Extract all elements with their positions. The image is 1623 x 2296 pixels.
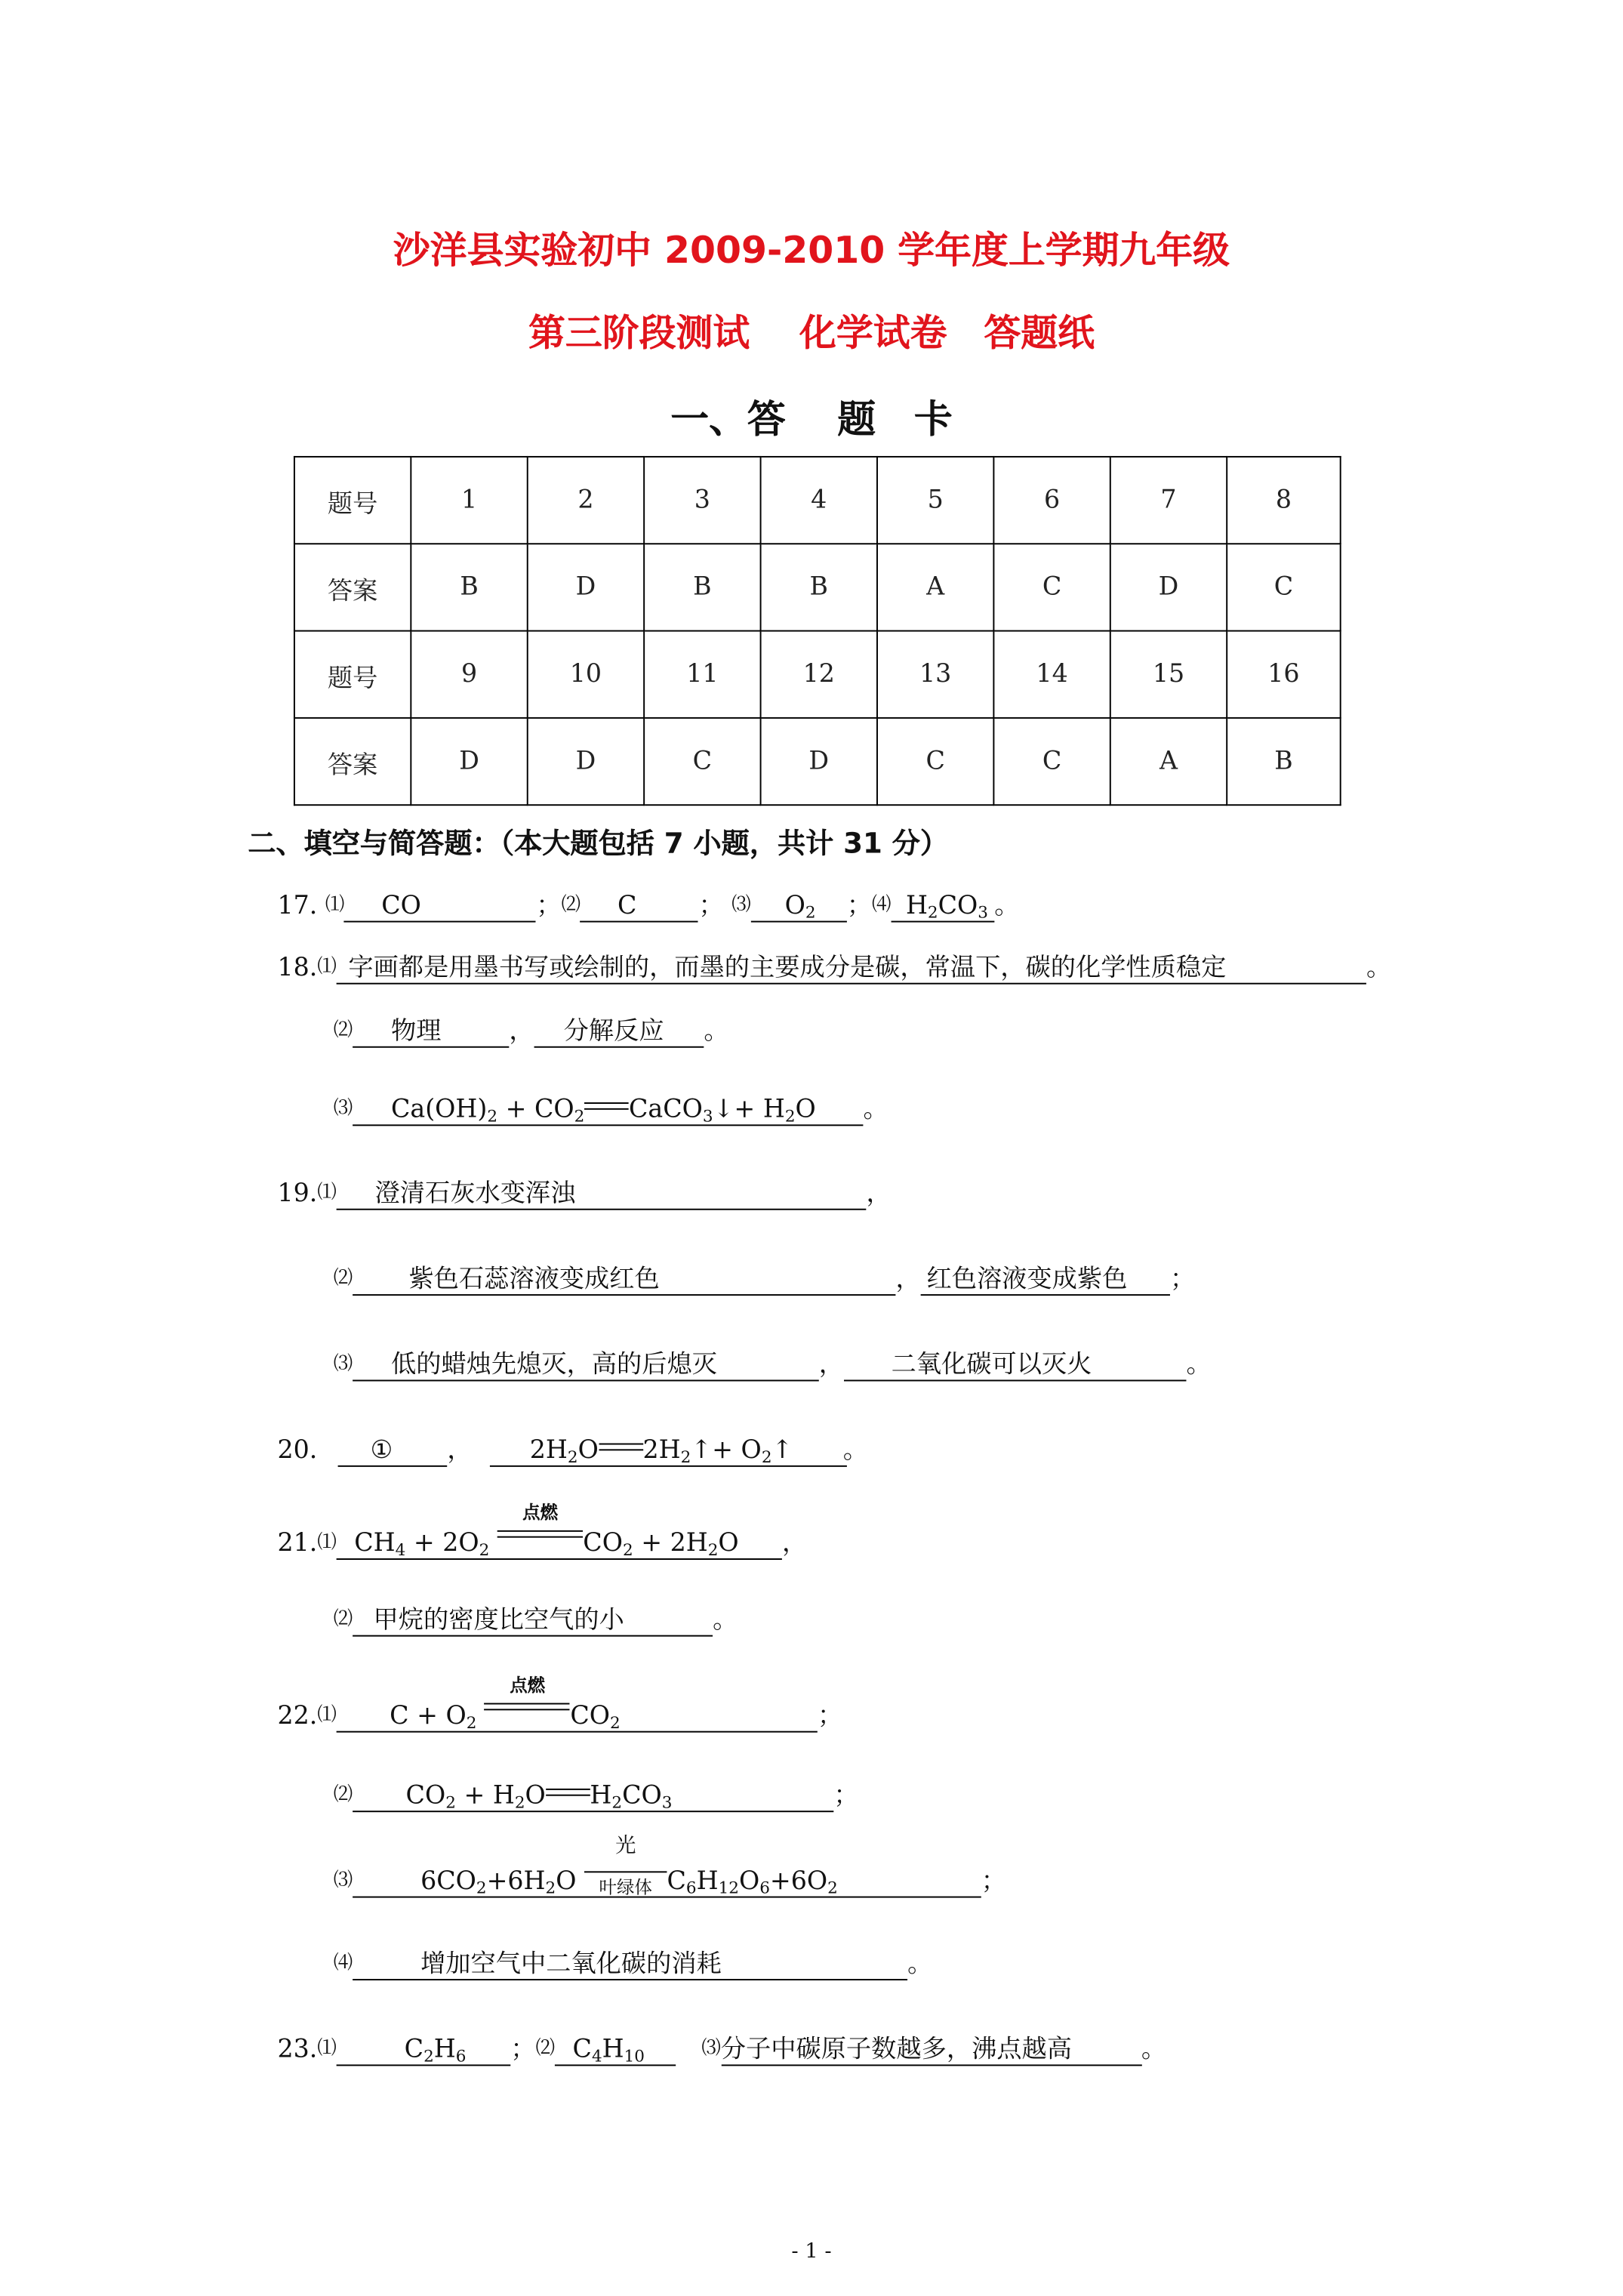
q21-answer-2: 甲烷的密度比空气的小 [353, 1606, 713, 1637]
table-cell: 3 [644, 457, 760, 544]
table-cell: 8 [1227, 457, 1340, 544]
q17-answer-3: $O_2$ [751, 892, 847, 923]
q19-part-2: ⑵ 紫色石蕊溶液变成红色 ， 红色溶液变成紫色 ； [333, 1265, 1196, 1295]
question-17: 17. ⑴ CO ；⑵ C ； ⑶ $O_2$ ；⑷ $H_2CO_3$ 。 [277, 891, 1020, 923]
table-cell: B [411, 544, 527, 630]
q22-equation-1: $C + O_2$ 点燃 $CO_2$ [337, 1699, 818, 1733]
page-number: - 1 - [791, 2239, 832, 2264]
table-cell: B [1227, 718, 1340, 805]
question-21: 21.⑴ $CH_4 + 2O_2$ 点燃 $CO_2 + 2H_2O$ ， [277, 1502, 808, 1560]
table-cell: C [993, 718, 1110, 805]
table-cell: C [1227, 544, 1340, 630]
table-row [294, 631, 1341, 718]
table-cell: 6 [993, 457, 1110, 544]
q23-answer-3: 分子中碳原子数越多，沸点越高 [721, 2035, 1141, 2066]
question-18: 18.⑴ 字画都是用墨书写或绘制的，而墨的主要成分是碳，常温下，碳的化学性质稳定 。 [277, 953, 1392, 983]
table-cell: 9 [411, 631, 527, 718]
table-cell: C [877, 718, 993, 805]
table-cell: 14 [993, 631, 1110, 718]
q19-part-3: ⑶ 低的蜡烛先熄灭，高的后熄灭 ， 二氧化碳可以灭火 。 [333, 1350, 1212, 1380]
table-row-label: 题号 [294, 631, 411, 718]
table-cell: 13 [877, 631, 993, 718]
table-cell: 16 [1227, 631, 1340, 718]
table-cell: 11 [644, 631, 760, 718]
table-cell: D [528, 544, 644, 630]
table-cell: B [644, 544, 760, 630]
q23-answer-1: $C_2H_6$ [337, 2035, 511, 2066]
table-cell: 15 [1110, 631, 1227, 718]
q22-equation-2: $CO_2 + H_2O$ $H_2CO_3$ [353, 1781, 833, 1812]
table-cell: 1 [411, 457, 527, 544]
q18-part-3: ⑶ $Ca(OH)_2 + CO_2$ CaCO$_3$↓+ $H_2O$ 。 [333, 1095, 888, 1126]
equals-sign [584, 1099, 629, 1114]
answer-card-table [294, 456, 1341, 806]
table-row-label: 答案 [294, 544, 411, 630]
q22-equation-3: $6CO_2+6H_2O$ 光 叶绿体 $C_6H_{12}O_6+6O_2$ [353, 1864, 981, 1898]
table-cell: 2 [528, 457, 644, 544]
table-cell: 10 [528, 631, 644, 718]
table-cell: D [528, 718, 644, 805]
q17-answer-1: CO [344, 892, 536, 923]
table-cell: D [761, 718, 877, 805]
question-22: 22.⑴ $C + O_2$ 点燃 $CO_2$ ； [277, 1675, 843, 1733]
table-cell: D [1110, 544, 1227, 630]
q18-part-2: ⑵ 物理 ， 分解反应 。 [333, 1016, 729, 1046]
q18-answer-2b: 分解反应 [534, 1017, 704, 1048]
q22-part-4: ⑷ 增加空气中二氧化碳的消耗 。 [333, 1949, 933, 1980]
title-line-2: 第三阶段测试 化学试卷 答题纸 [528, 311, 1095, 355]
q22-part-2: ⑵ $CO_2 + H_2O$ $H_2CO_3$ ； [333, 1781, 859, 1813]
table-cell: C [993, 544, 1110, 630]
table-cell: B [761, 544, 877, 630]
table-cell: 5 [877, 457, 993, 544]
q20-answer-1: ① [338, 1436, 448, 1467]
table-cell: 12 [761, 631, 877, 718]
table-row [294, 544, 1341, 630]
q19-answer-2b: 红色溶液变成紫色 [921, 1265, 1170, 1296]
q22-answer-4: 增加空气中二氧化碳的消耗 [353, 1949, 907, 1980]
table-cell: 4 [761, 457, 877, 544]
q23-answer-2: $C_4H_{10}$ [555, 2035, 676, 2066]
q21-equation: $CH_4 + 2O_2$ 点燃 $CO_2 + 2H_2O$ [337, 1526, 782, 1560]
question-20: 20. ① ， $2H_2O$ $2H_2↑+$ $O_2↑$ 。 [277, 1435, 869, 1467]
question-23: 23.⑴ $C_2H_6$ ；⑵ $C_4H_{10}$ ⑶分子中碳原子数越多，沸点越高 。 [277, 2035, 1167, 2066]
q19-answer-1: 澄清石灰水变浑浊 [337, 1179, 867, 1210]
section1-heading: 一、答 题 卡 [670, 398, 953, 443]
table-row [294, 718, 1341, 805]
q18-equation: $Ca(OH)_2 + CO_2$ CaCO$_3$↓+ $H_2O$ [353, 1095, 863, 1126]
question-19: 19.⑴ 澄清石灰水变浑浊 ， [277, 1179, 892, 1209]
table-row-label: 答案 [294, 718, 411, 805]
q21-part-2: ⑵ 甲烷的密度比空气的小 。 [333, 1605, 738, 1635]
table-cell: 7 [1110, 457, 1227, 544]
table-row-label: 题号 [294, 457, 411, 544]
q17-number: 17. [277, 891, 318, 921]
q19-answer-3: 低的蜡烛先熄灭，高的后熄灭 [353, 1350, 819, 1381]
q17-answer-2: C [581, 892, 698, 923]
q19-answer-2: 紫色石蕊溶液变成红色 [353, 1265, 895, 1296]
q17-answer-4: $H_2CO_3$ [891, 892, 994, 923]
table-cell: D [411, 718, 527, 805]
q19-answer-3b: 二氧化碳可以灭火 [844, 1350, 1186, 1381]
q20-equation: $2H_2O$ $2H_2↑+$ $O_2↑$ 。 [490, 1436, 847, 1467]
table-cell: C [644, 718, 760, 805]
q22-part-3: ⑶ $6CO_2+6H_2O$ 光 叶绿体 $C_6H_{12}O_6+6O_2$ ； [333, 1834, 1007, 1898]
section2-heading: 二、填空与简答题：（本大题包括 7 小题，共计 31 分） [248, 827, 949, 861]
table-cell: A [877, 544, 993, 630]
q18-answer-2: 物理 [353, 1017, 509, 1048]
table-cell: A [1110, 718, 1227, 805]
title-line-1: 沙洋县实验初中 2009-2010 学年度上学期九年级 [393, 228, 1230, 272]
q18-answer-1: 字画都是用墨书写或绘制的，而墨的主要成分是碳，常温下，碳的化学性质稳定 [337, 954, 1366, 985]
table-row [294, 457, 1341, 544]
